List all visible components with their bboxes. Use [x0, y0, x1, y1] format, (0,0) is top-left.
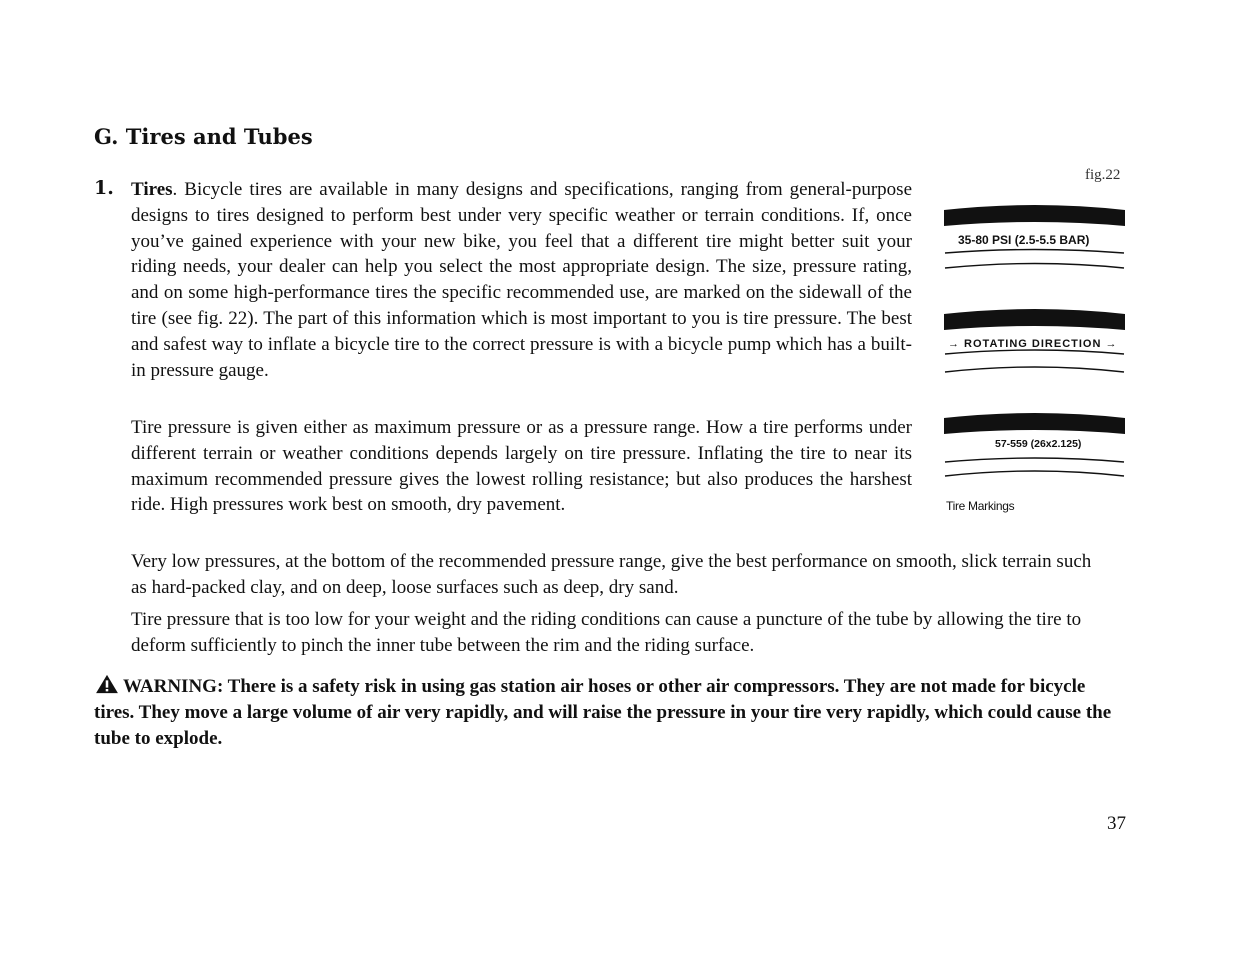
figure-caption: Tire Markings [946, 499, 1015, 513]
section-title: G. Tires and Tubes [94, 124, 313, 149]
tire-marking-2 [944, 309, 1125, 372]
tire-marking-1 [944, 205, 1125, 268]
item-lead: Tires [131, 179, 173, 200]
tire-marking-2-text: → ROTATING DIRECTION → [948, 338, 1118, 350]
warning-triangle-icon [94, 674, 120, 694]
too-low-paragraph: Tire pressure that is too low for your weight and the riding conditions can cause a puncture of the tube by allowing the tire to deform sufficiently to pinch the inner tube between the rim and the riding surface. [131, 609, 1082, 656]
tires-paragraph [131, 177, 912, 383]
tire-marking-1-text: 35-80 PSI (2.5-5.5 BAR) [958, 233, 1090, 247]
tires-paragraph-text: Bicycle tires are available in many designs and specifications, ranging from general-purpose designs to tires designed to perform best under very specific weather or terrain conditions. If, once you’ve gained experience with your new bike, you feel that a different tire might better suit your riding needs, your dealer can help you select the most appropriate design. The size, pressure rating, and on some high-performance tires the specific recommended use, are marked on the sidewall of the tire (see fig. 22). The part of this information which is most important to you is tire pressure. The best and safest way to inflate a bicycle tire to the correct pressure is with a bicycle pump which has a built-in pressure gauge. [131, 179, 912, 381]
tire-marking-3-text: 57-559 (26x2.125) [995, 438, 1082, 450]
tire-marking-3 [944, 413, 1125, 476]
item-number: 1. [94, 177, 114, 199]
item-lead-punct: . [172, 179, 178, 200]
pressure-paragraph: Tire pressure is given either as maximum pressure or as a pressure range. How a tire performs under different terrain or weather conditions depends largely on tire pressure. Inflating the tire to near its maximum recommended pressure gives the lowest rolling resistance; but also produces the harshest ride. High pressures work best on smooth, dry pavement. [131, 417, 912, 516]
tire-markings-figure [940, 196, 1130, 496]
warning-text: WARNING: There is a safety risk in using gas station air hoses or other air compressors. They are not made for bicycle tires. They move a large volume of air very rapidly, and will raise the pressure in your tire very rapidly, which could cause the tube to explode. [94, 676, 1112, 749]
low-pressure-paragraph: Very low pressures, at the bottom of the recommended pressure range, give the best performance on smooth, slick terrain such as hard-packed clay, and on deep, loose surfaces such as deep, dry sand. [131, 551, 1092, 598]
warning-block [94, 674, 1124, 751]
page-number: 37 [1107, 813, 1126, 834]
figure-label: fig.22 [1085, 167, 1121, 183]
